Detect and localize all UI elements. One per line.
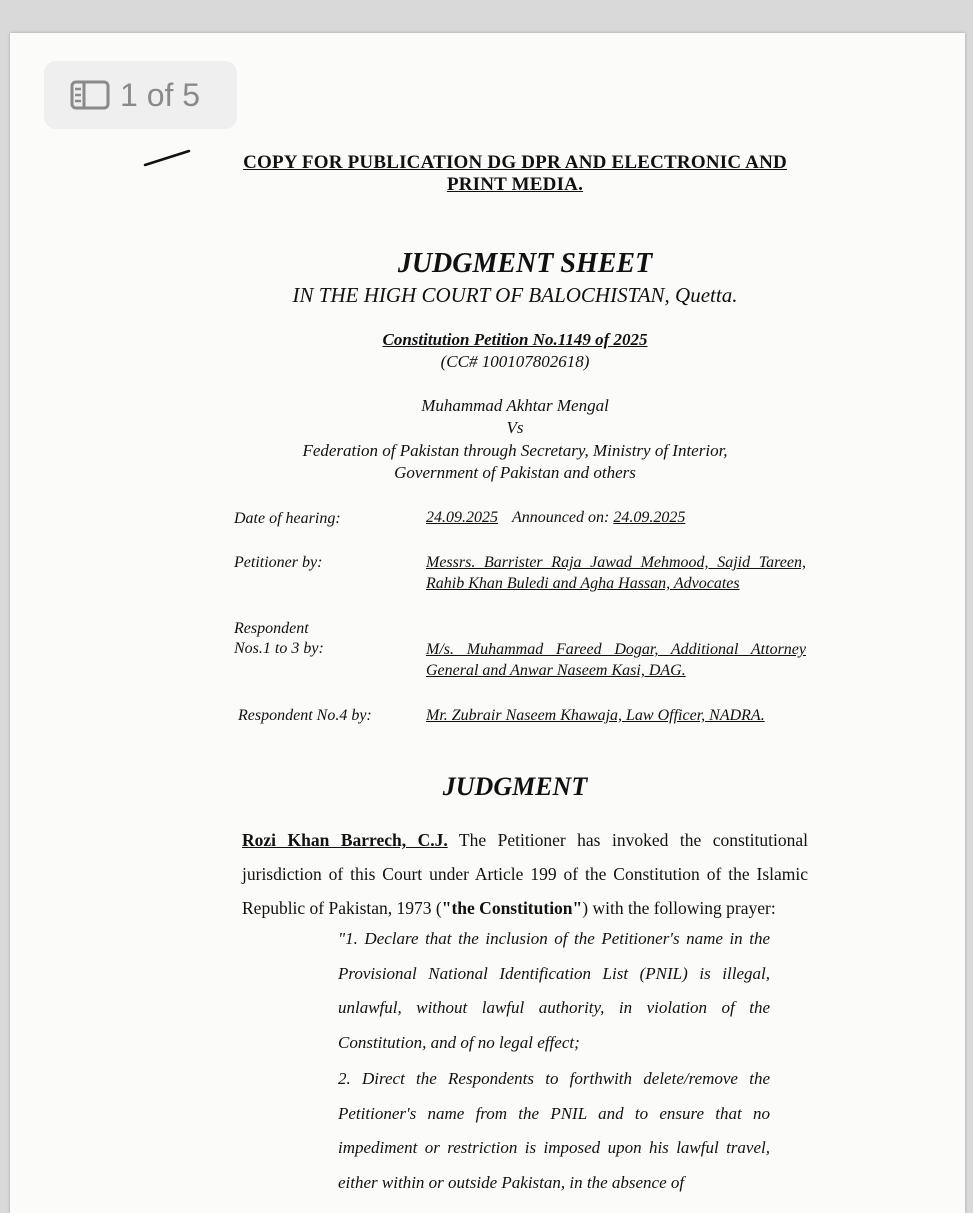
page-view-icon <box>70 80 110 110</box>
date-of-hearing-value: 24.09.2025 <box>426 509 498 526</box>
judge-name: Rozi Khan Barrech, C.J. <box>242 830 448 850</box>
petitioner-counsel: Messrs. Barrister Raja Jawad Mehmood, Sajid Tareen, Rahib Khan Buledi and Agha Hassan, Advocates <box>426 554 806 592</box>
judgment-heading: JUDGMENT <box>442 772 588 801</box>
page-indicator[interactable] <box>44 61 237 129</box>
cc-number: (CC# 100107802618) <box>440 352 590 371</box>
paragraph-1-part-b: ) with the following prayer: <box>582 898 776 918</box>
pen-mark-icon <box>143 146 193 168</box>
judgment-paragraph-1 <box>242 823 808 925</box>
date-of-hearing-label: Date of hearing: <box>234 510 341 527</box>
publication-header-line1: COPY FOR PUBLICATION DG DPR AND ELECTRONIC AND <box>243 152 787 173</box>
court-name: IN THE HIGH COURT OF BALOCHISTAN, Quetta. <box>292 283 738 307</box>
paragraph-1-bold: "the Constitution" <box>441 898 583 918</box>
prayer-1: "1. Declare that the inclusion of the Petitioner's name in the Provisional National Identification List (PNIL) is illegal, unlawful, without lawful authority, in violation of the Constitution, and of no legal effect; <box>338 929 770 1052</box>
respondent-line1: Federation of Pakistan through Secretary, Ministry of Interior, <box>302 441 728 460</box>
respondent-4-counsel: Mr. Zubrair Naseem Khawaja, Law Officer, NADRA. <box>426 707 765 724</box>
hearing-dates <box>426 509 685 527</box>
petitioner-by-label: Petitioner by: <box>234 554 323 571</box>
versus: Vs <box>506 418 524 437</box>
announced-label: Announced on: <box>512 509 610 526</box>
respondent-line2: Government of Pakistan and others <box>394 463 636 482</box>
petition-number: Constitution Petition No.1149 of 2025 <box>382 330 648 349</box>
prayer-2: 2. Direct the Respondents to forthwith delete/remove the Petitioner's name from the PNIL and to ensure that no impediment or restriction is imposed upon his lawful travel, either within or outside Pakistan, in the absence of <box>338 1069 770 1192</box>
announced-value: 24.09.2025 <box>613 509 686 526</box>
page-indicator-label: 1 of 5 <box>120 76 201 113</box>
respondent-4-label: Respondent No.4 by: <box>238 707 372 724</box>
paragraph-1-part-a: The Petitioner has invoked the constitutional jurisdiction of this Court under Article 199 of the Constitution of the Islamic Republic of Pakistan, 1973 ( <box>242 830 808 918</box>
respondent-1-3-label-line1: Respondent <box>234 620 309 637</box>
respondent-1-3-label-line2: Nos.1 to 3 by: <box>234 640 324 657</box>
publication-header-line2: PRINT MEDIA. <box>446 174 584 195</box>
judgment-sheet-title: JUDGMENT SHEET <box>397 248 653 279</box>
respondent-1-3-counsel: M/s. Muhammad Fareed Dogar, Additional Attorney General and Anwar Naseem Kasi, DAG. <box>426 641 806 679</box>
petitioner-name: Muhammad Akhtar Mengal <box>421 396 609 415</box>
respondent-1-3-label <box>234 619 324 659</box>
publication-header <box>200 152 830 196</box>
